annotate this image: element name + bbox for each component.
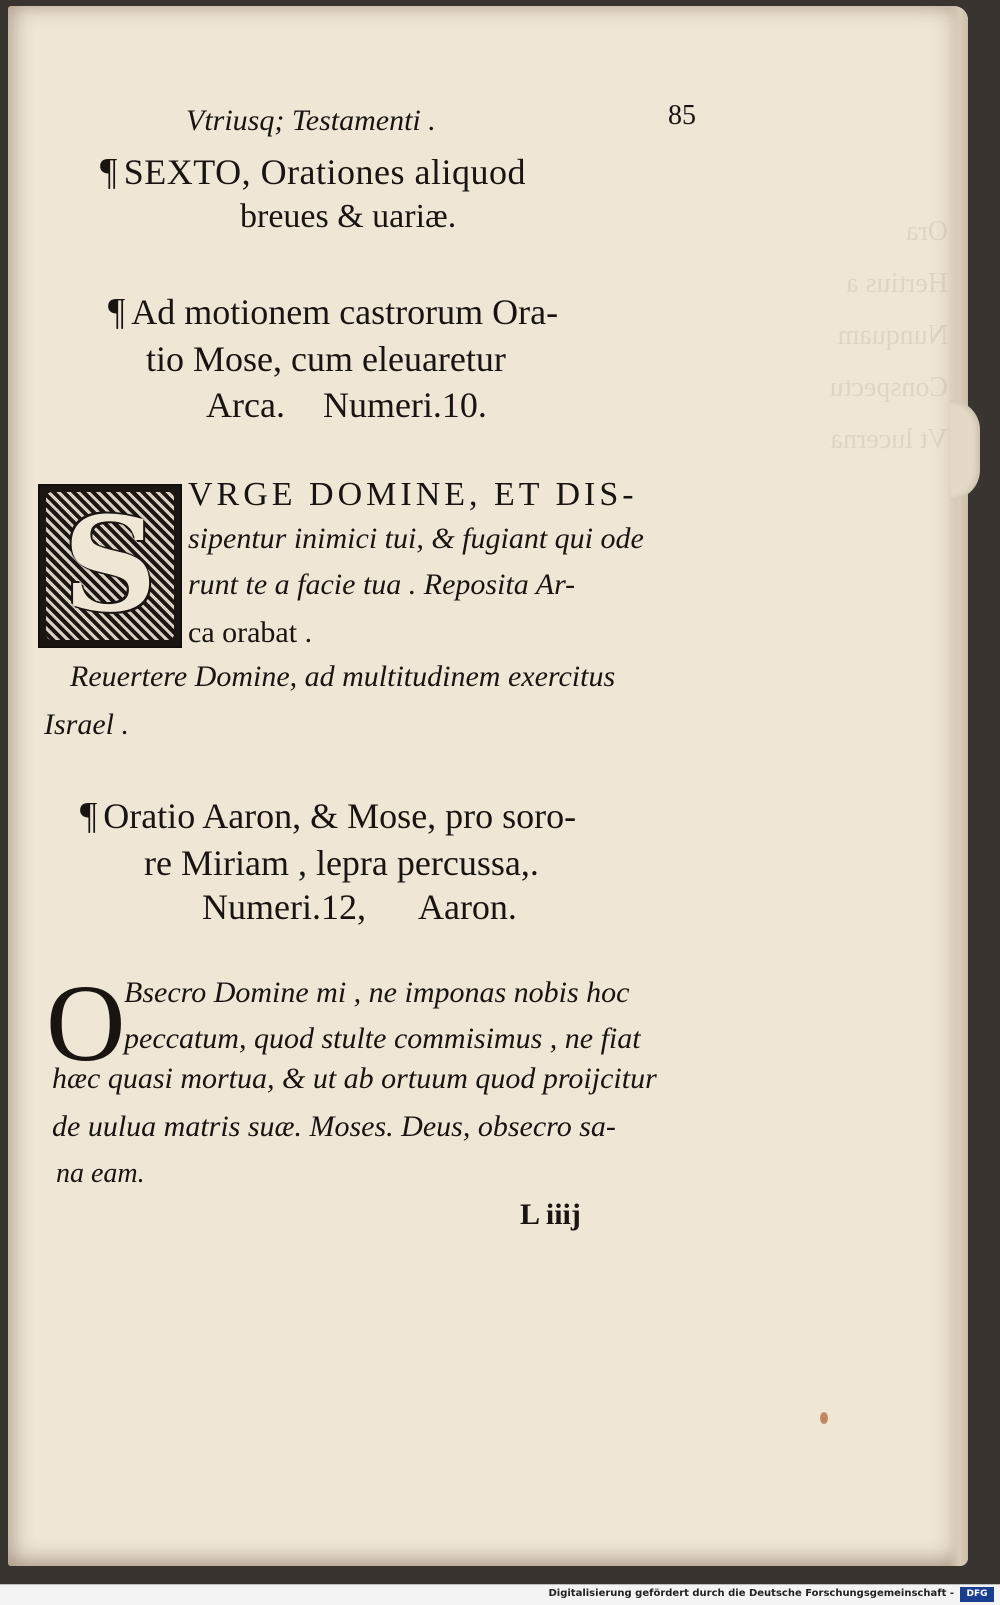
heading2-line1 — [80, 794, 576, 838]
heading1-line1 — [108, 290, 558, 334]
section-heading-line1 — [100, 150, 526, 194]
heading2-reference: Numeri.12, — [202, 887, 366, 927]
prayer1-line1: VRGE DOMINE, ET DIS- — [188, 476, 638, 513]
signature-mark: L iiij — [520, 1198, 581, 1231]
heading2-speaker: Aaron. — [417, 887, 517, 927]
pilcrow-icon: ¶ — [108, 291, 126, 333]
running-title: Vtriusq; Testamenti . — [186, 104, 436, 137]
footer-bar — [0, 1584, 1000, 1605]
page-edge-tab — [950, 400, 980, 500]
paper-stain — [820, 1412, 828, 1424]
section-heading-text: SEXTO, Orationes aliquod — [123, 152, 527, 192]
prayer1-line3: runt te a facie tua . Reposita Ar- — [188, 568, 576, 601]
heading1-text: Ad motionem castrorum Ora- — [131, 292, 559, 332]
heading1-arca: Arca. — [206, 385, 285, 425]
prayer2-line1: Reuertere Domine, ad multitudinem exercitus — [70, 660, 616, 693]
decorated-initial-s — [38, 484, 182, 648]
book-page — [8, 6, 968, 1566]
heading1-reference: Numeri.10. — [322, 385, 487, 425]
heading1-line2: tio Mose, cum eleuaretur — [146, 339, 506, 379]
heading2-text: Oratio Aaron, & Mose, pro soro- — [103, 796, 577, 836]
prayer3-line3: hæc quasi mortua, & ut ab ortuum quod proijcitur — [52, 1062, 657, 1095]
folio-number: 85 — [668, 100, 696, 131]
heading2-line2: re Miriam , lepra percussa,. — [144, 843, 539, 883]
heading1-line3 — [206, 384, 487, 426]
prayer1-line4: ca orabat . — [188, 616, 313, 649]
dfg-logo-icon: DFG — [960, 1587, 994, 1602]
footer-credit: Digitalisierung gefördert durch die Deutsche Forschungsgemeinschaft - — [548, 1588, 954, 1599]
prayer3-line1: Bsecro Domine mi , ne imponas nobis hoc — [124, 976, 630, 1009]
prayer3-line4: de uulua matris suæ. Moses. Deus, obsecro sa- — [52, 1110, 616, 1143]
show-through-bleed: Ora Hertius a Nunquam Conspectu Vt lucerna — [829, 216, 948, 455]
prayer2-line2: Israel . — [44, 708, 129, 741]
initial-letter-o: O — [46, 962, 126, 1084]
heading2-line3 — [202, 886, 517, 928]
section-heading-line2: breues & uariæ. — [240, 198, 457, 235]
prayer3-line2: peccatum, quod stulte commisimus , ne fiat — [124, 1022, 641, 1055]
prayer1-line2: sipentur inimici tui, & fugiant qui ode — [188, 522, 644, 555]
pilcrow-icon: ¶ — [100, 151, 118, 193]
pilcrow-icon: ¶ — [80, 795, 98, 837]
initial-letter-s: S — [63, 488, 157, 641]
prayer3-line5: na eam. — [56, 1158, 145, 1189]
